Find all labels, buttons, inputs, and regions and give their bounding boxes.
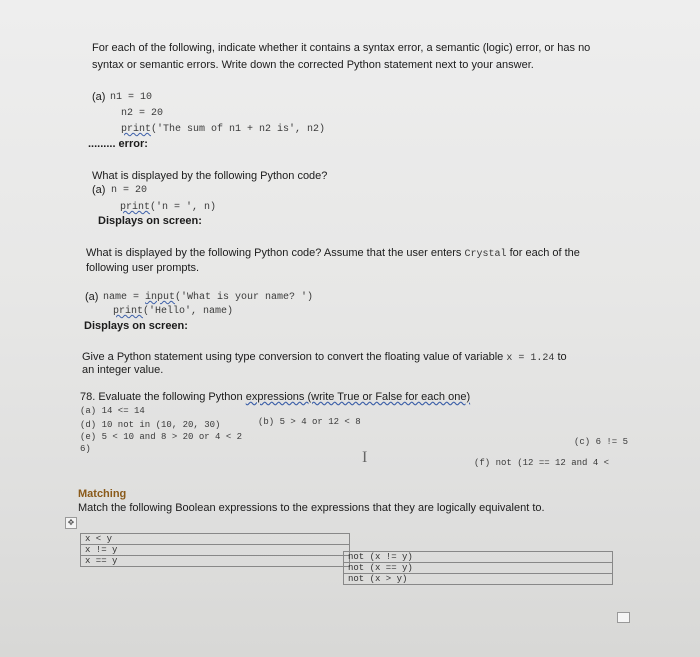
q1-label: (a) (92, 91, 106, 103)
q2-code1: n = 20 (111, 185, 148, 196)
q78-title-ul: expressions (write True or False for each one) (245, 391, 471, 403)
matching-heading-text: Matching (78, 488, 127, 500)
q3-input-fn: input (145, 292, 176, 303)
q2-print-args: ('n = ', n) (150, 202, 217, 213)
q78-d: (d) 10 not in (10, 20, 30) (80, 420, 221, 430)
q78-e: (e) 5 < 10 and 8 > 20 or 4 < 2 (80, 432, 243, 442)
q78-b: (b) 5 > 4 or 12 < 8 (258, 417, 361, 427)
q3-displays: Displays on screen: (84, 320, 188, 332)
matching-instruction: Match the following Boolean expressions to the expressions that they are logically equivalent to. (78, 502, 545, 514)
table-row (344, 552, 613, 563)
q3-prompt2: following user prompts. (86, 262, 200, 274)
table-row (344, 574, 613, 585)
table-row (81, 534, 350, 545)
q2-print-fn: print (120, 202, 151, 213)
right-cell-1: not (x != y) (344, 552, 613, 563)
text-cursor-icon: I (362, 449, 368, 466)
q78-title-a: 78. Evaluate the following Python (80, 391, 243, 403)
q78-title (80, 391, 470, 403)
q2-code2 (120, 202, 216, 213)
table-move-handle-icon[interactable]: ✥ (65, 517, 77, 529)
right-cell-3: not (x > y) (344, 574, 613, 585)
q4-line1 (82, 351, 567, 364)
q1-print-fn: print (121, 124, 152, 135)
table-row (344, 563, 613, 574)
q3-print-fn: print (113, 306, 144, 317)
q78-f (474, 458, 609, 468)
q78-f-label: (f) not (474, 458, 512, 468)
intro-line1: For each of the following, indicate whether it contains a syntax error, a semantic (logic) error, or has no (92, 42, 591, 54)
q3-input-args: ('What is your name? ') (175, 292, 314, 303)
q2-label: (a) (92, 184, 106, 196)
q2-displays: Displays on screen: (98, 215, 202, 227)
q3-code1-assign: name = (103, 292, 146, 303)
q3-prompt (86, 247, 580, 260)
q78-f-code: (12 == 12 and 4 < (517, 458, 610, 468)
left-cell-3: x == y (81, 556, 350, 567)
q4-text: Give a Python statement using type conversion to convert the floating value of variable (82, 351, 504, 363)
table-row (81, 556, 350, 567)
q4-code: x = 1.24 (506, 353, 555, 364)
left-cell-1: x < y (81, 534, 350, 545)
q1-print-args: ('The sum of n1 + n2 is', n2) (151, 124, 326, 135)
q78-six: 6) (80, 444, 91, 454)
matching-right-table (343, 551, 613, 585)
left-cell-2: x != y (81, 545, 350, 556)
q3-prompt-code: Crystal (464, 249, 507, 260)
q1-error-label: ......... error: (88, 138, 148, 150)
q3-code2 (113, 306, 233, 317)
q3-prompt-a: What is displayed by the following Python code? Assume that the user enters (86, 247, 462, 259)
q2-prompt: What is displayed by the following Python code? (92, 170, 328, 182)
q3-print-args: ('Hello', name) (143, 306, 234, 317)
q4-line2: an integer value. (82, 364, 164, 376)
q3-code1 (103, 292, 313, 303)
q3-prompt-b: for each of the (509, 247, 580, 259)
q3-label: (a) (85, 291, 99, 303)
intro-line2: syntax or semantic errors. Write down the corrected Python statement next to your answer. (92, 59, 534, 71)
q1-code2: n2 = 20 (121, 108, 164, 119)
q78-a: (a) 14 <= 14 (80, 406, 145, 416)
right-cell-2: not (x == y) (344, 563, 613, 574)
q1-code3 (121, 124, 325, 135)
q1-code1: n1 = 10 (110, 92, 153, 103)
table-resize-handle[interactable] (617, 612, 630, 623)
q78-c: (c) 6 != 5 (574, 437, 629, 447)
matching-heading (78, 488, 126, 500)
table-row (81, 545, 350, 556)
q4-to: to (557, 351, 567, 363)
matching-left-table (80, 533, 350, 567)
